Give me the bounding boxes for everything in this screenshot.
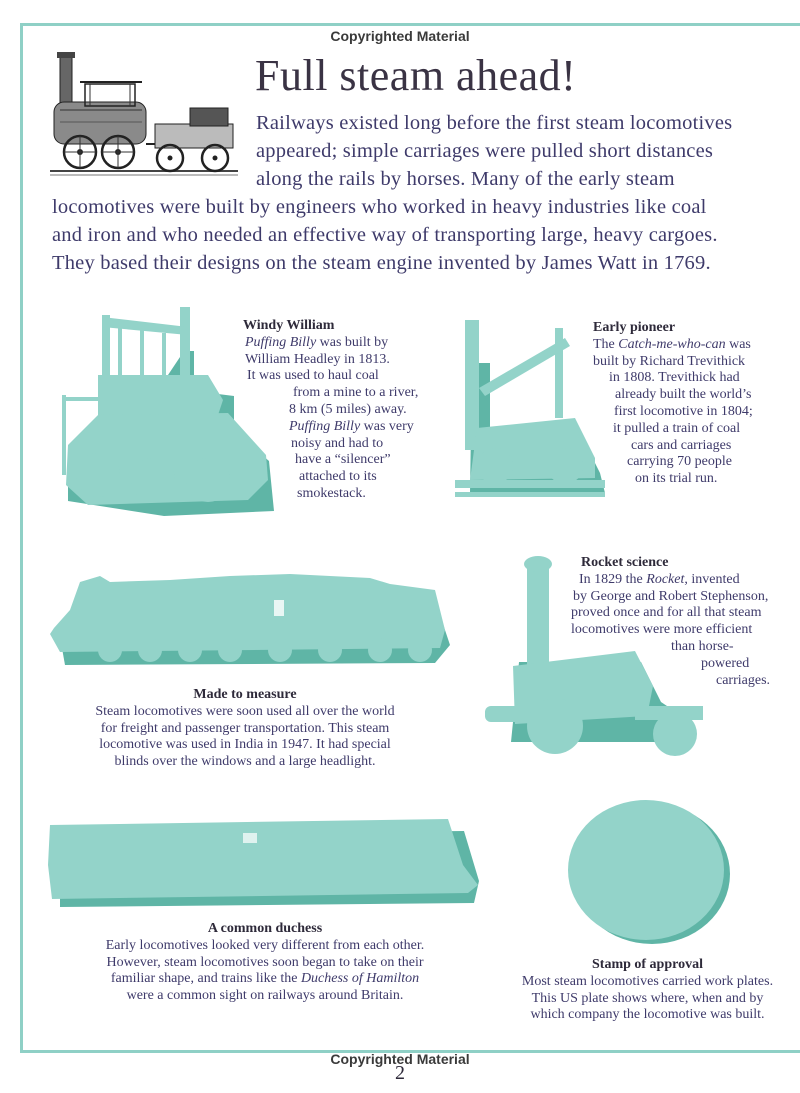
intro-line: They based their designs on the steam engine invented by James Watt in 1769. xyxy=(52,252,711,274)
caption-line: first locomotive in 1804; xyxy=(614,403,753,419)
page-title: Full steam ahead! xyxy=(255,51,577,100)
caption-line: it pulled a train of coal xyxy=(613,420,741,436)
caption-line: than horse- xyxy=(671,638,734,654)
caption-line: William Headley in 1813. xyxy=(245,351,390,367)
caption-line: which company the locomotive was built. xyxy=(530,1007,765,1023)
caption-made-to-measure xyxy=(60,687,430,771)
india-locomotive-silhouette xyxy=(50,570,450,670)
watermark-bottom: Copyrighted Material xyxy=(330,1051,470,1067)
caption-line: attached to its xyxy=(299,469,377,485)
caption-line: cars and carriages xyxy=(631,437,732,453)
catch-me-who-can-silhouette xyxy=(455,318,615,503)
caption-line: noisy and had to xyxy=(291,435,384,451)
caption-line: locomotive was used in India in 1947. It had special xyxy=(99,737,391,753)
intro-line: Railways existed long before the first steam locomotives xyxy=(256,112,733,134)
caption-line: have a “silencer” xyxy=(295,452,391,468)
caption-line: However, steam locomotives soon began to take on their xyxy=(106,954,424,970)
caption-heading: Made to measure xyxy=(193,687,297,702)
caption-line: carriages. xyxy=(716,672,771,688)
caption-early-pioneer xyxy=(593,320,753,488)
caption-line: by George and Robert Stephenson, xyxy=(573,588,769,604)
caption-line: in 1808. Trevithick had xyxy=(609,370,740,386)
caption-line: Puffing Billy was very xyxy=(289,418,414,434)
caption-line: This US plate shows where, when and by xyxy=(531,990,764,1006)
caption-line: built by Richard Trevithick xyxy=(593,353,746,369)
intro-line: appeared; simple carriages were pulled short distances xyxy=(256,140,714,162)
caption-heading: Early pioneer xyxy=(593,320,676,335)
caption-line: Early locomotives looked very different from each other. xyxy=(105,937,425,953)
caption-line: smokestack. xyxy=(297,485,366,501)
caption-line: proved once and for all that steam xyxy=(571,605,762,621)
caption-line: In 1829 the Rocket, invented xyxy=(579,571,740,587)
intro-line: locomotives were built by engineers who worked in heavy industries like coal xyxy=(52,196,707,218)
caption-line: It was used to haul coal xyxy=(247,368,379,384)
caption-line: already built the world’s xyxy=(615,387,752,403)
caption-line: blinds over the windows and a large headlight. xyxy=(114,754,376,770)
caption-heading: Rocket science xyxy=(581,555,669,570)
caption-line: carrying 70 people xyxy=(627,454,732,470)
caption-line: Most steam locomotives carried work plates. xyxy=(521,973,774,989)
caption-line: were a common sight on railways around Britain. xyxy=(126,988,404,1004)
caption-heading: Stamp of approval xyxy=(592,957,703,972)
work-plate-silhouette xyxy=(566,800,736,950)
caption-common-duchess xyxy=(70,921,460,1005)
caption-heading: Windy William xyxy=(243,318,335,333)
caption-line: from a mine to a river, xyxy=(293,385,419,401)
watermark-top: Copyrighted Material xyxy=(330,28,470,44)
caption-line: powered xyxy=(701,655,750,671)
caption-line: familiar shape, and trains like the Duchess of Hamilton xyxy=(110,971,420,987)
duchess-silhouette xyxy=(48,815,488,915)
caption-line: The Catch-me-who-can was xyxy=(593,336,751,352)
caption-line: locomotives were more efficient xyxy=(571,622,753,638)
caption-line: 8 km (5 miles) away. xyxy=(289,401,407,417)
caption-stamp-of-approval xyxy=(505,957,790,1024)
page-number: 2 xyxy=(395,1062,405,1084)
intro-line: and iron and who needed an effective way of transporting large, heavy cargoes. xyxy=(52,224,718,246)
engraved-locomotive-image xyxy=(50,52,240,182)
intro-line: along the rails by horses. Many of the early steam xyxy=(256,168,675,190)
caption-rocket-science xyxy=(571,555,770,689)
caption-line: on its trial run. xyxy=(635,471,718,487)
caption-line: Puffing Billy was built by xyxy=(245,334,389,350)
caption-line: Steam locomotives were soon used all over the world xyxy=(95,703,395,719)
caption-windy-william xyxy=(243,318,418,503)
caption-heading: A common duchess xyxy=(207,921,323,936)
caption-line: for freight and passenger transportation. This steam xyxy=(100,720,390,736)
